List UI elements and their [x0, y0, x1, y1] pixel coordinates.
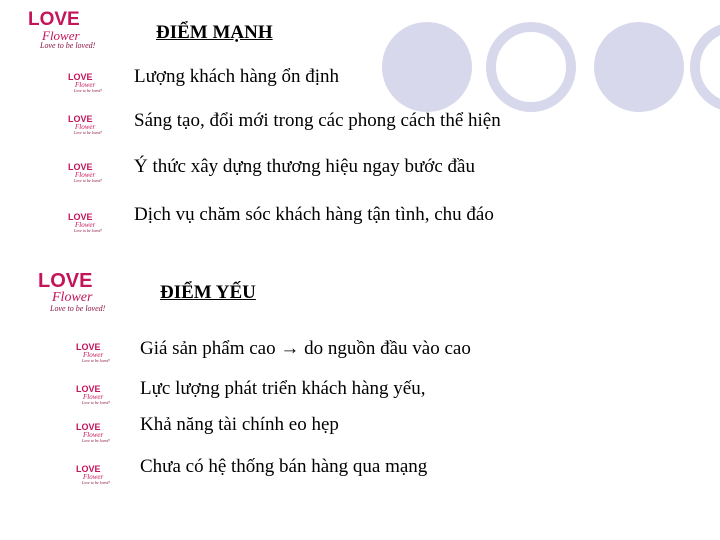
logo-word-flower: Flower [52, 290, 93, 305]
weakness-item-4: Chưa có hệ thống bán hàng qua mạng [140, 456, 428, 477]
weaknesses-heading: ĐIỂM YẾU [160, 282, 256, 303]
bullet-logo-icon: LOVE Flower Love to be loved! [68, 158, 114, 188]
weakness-item-2: Lực lượng phát triển khách hàng yếu, [140, 378, 426, 399]
strength-item-3: Ý thức xây dựng thương hiệu ngay bước đầu [134, 156, 475, 177]
love-flower-logo [28, 6, 120, 54]
logo-tagline: Love to be loved! [50, 304, 106, 313]
logo-word-love: LOVE [28, 9, 80, 30]
logo-word-love: LOVE [38, 270, 93, 292]
bullet-logo-icon: LOVE Flower Love to be loved! [76, 460, 122, 490]
love-flower-logo [38, 266, 132, 318]
decor-circle-1 [382, 22, 472, 112]
decor-circle-3 [594, 22, 684, 112]
bullet-logo-icon: LOVE Flower Love to be loved! [68, 68, 114, 98]
strength-item-2: Sáng tạo, đổi mới trong các phong cách thể hiện [134, 110, 501, 131]
bullet-logo-icon: LOVE Flower Love to be loved! [76, 418, 122, 448]
decor-circle-4 [690, 22, 720, 112]
decor-circle-2 [486, 22, 576, 112]
logo-tagline: Love to be loved! [40, 41, 96, 50]
weakness-item-3: Khả năng tài chính eo hẹp [140, 414, 339, 435]
logo-word-flower: Flower [42, 28, 80, 43]
strength-item-1: Lượng khách hàng ổn định [134, 66, 340, 87]
bullet-logo-icon: LOVE Flower Love to be loved! [76, 338, 122, 368]
strengths-heading: ĐIỂM MẠNH [156, 22, 273, 43]
bullet-logo-icon: LOVE Flower Love to be loved! [68, 110, 114, 140]
bullet-logo-icon: LOVE Flower Love to be loved! [68, 208, 114, 238]
bullet-logo-icon: LOVE Flower Love to be loved! [76, 380, 122, 410]
strength-item-4: Dịch vụ chăm sóc khách hàng tận tình, chu đáo [134, 204, 494, 225]
weakness-item-1: Giá sản phẩm cao → do nguồn đầu vào cao [140, 338, 471, 359]
